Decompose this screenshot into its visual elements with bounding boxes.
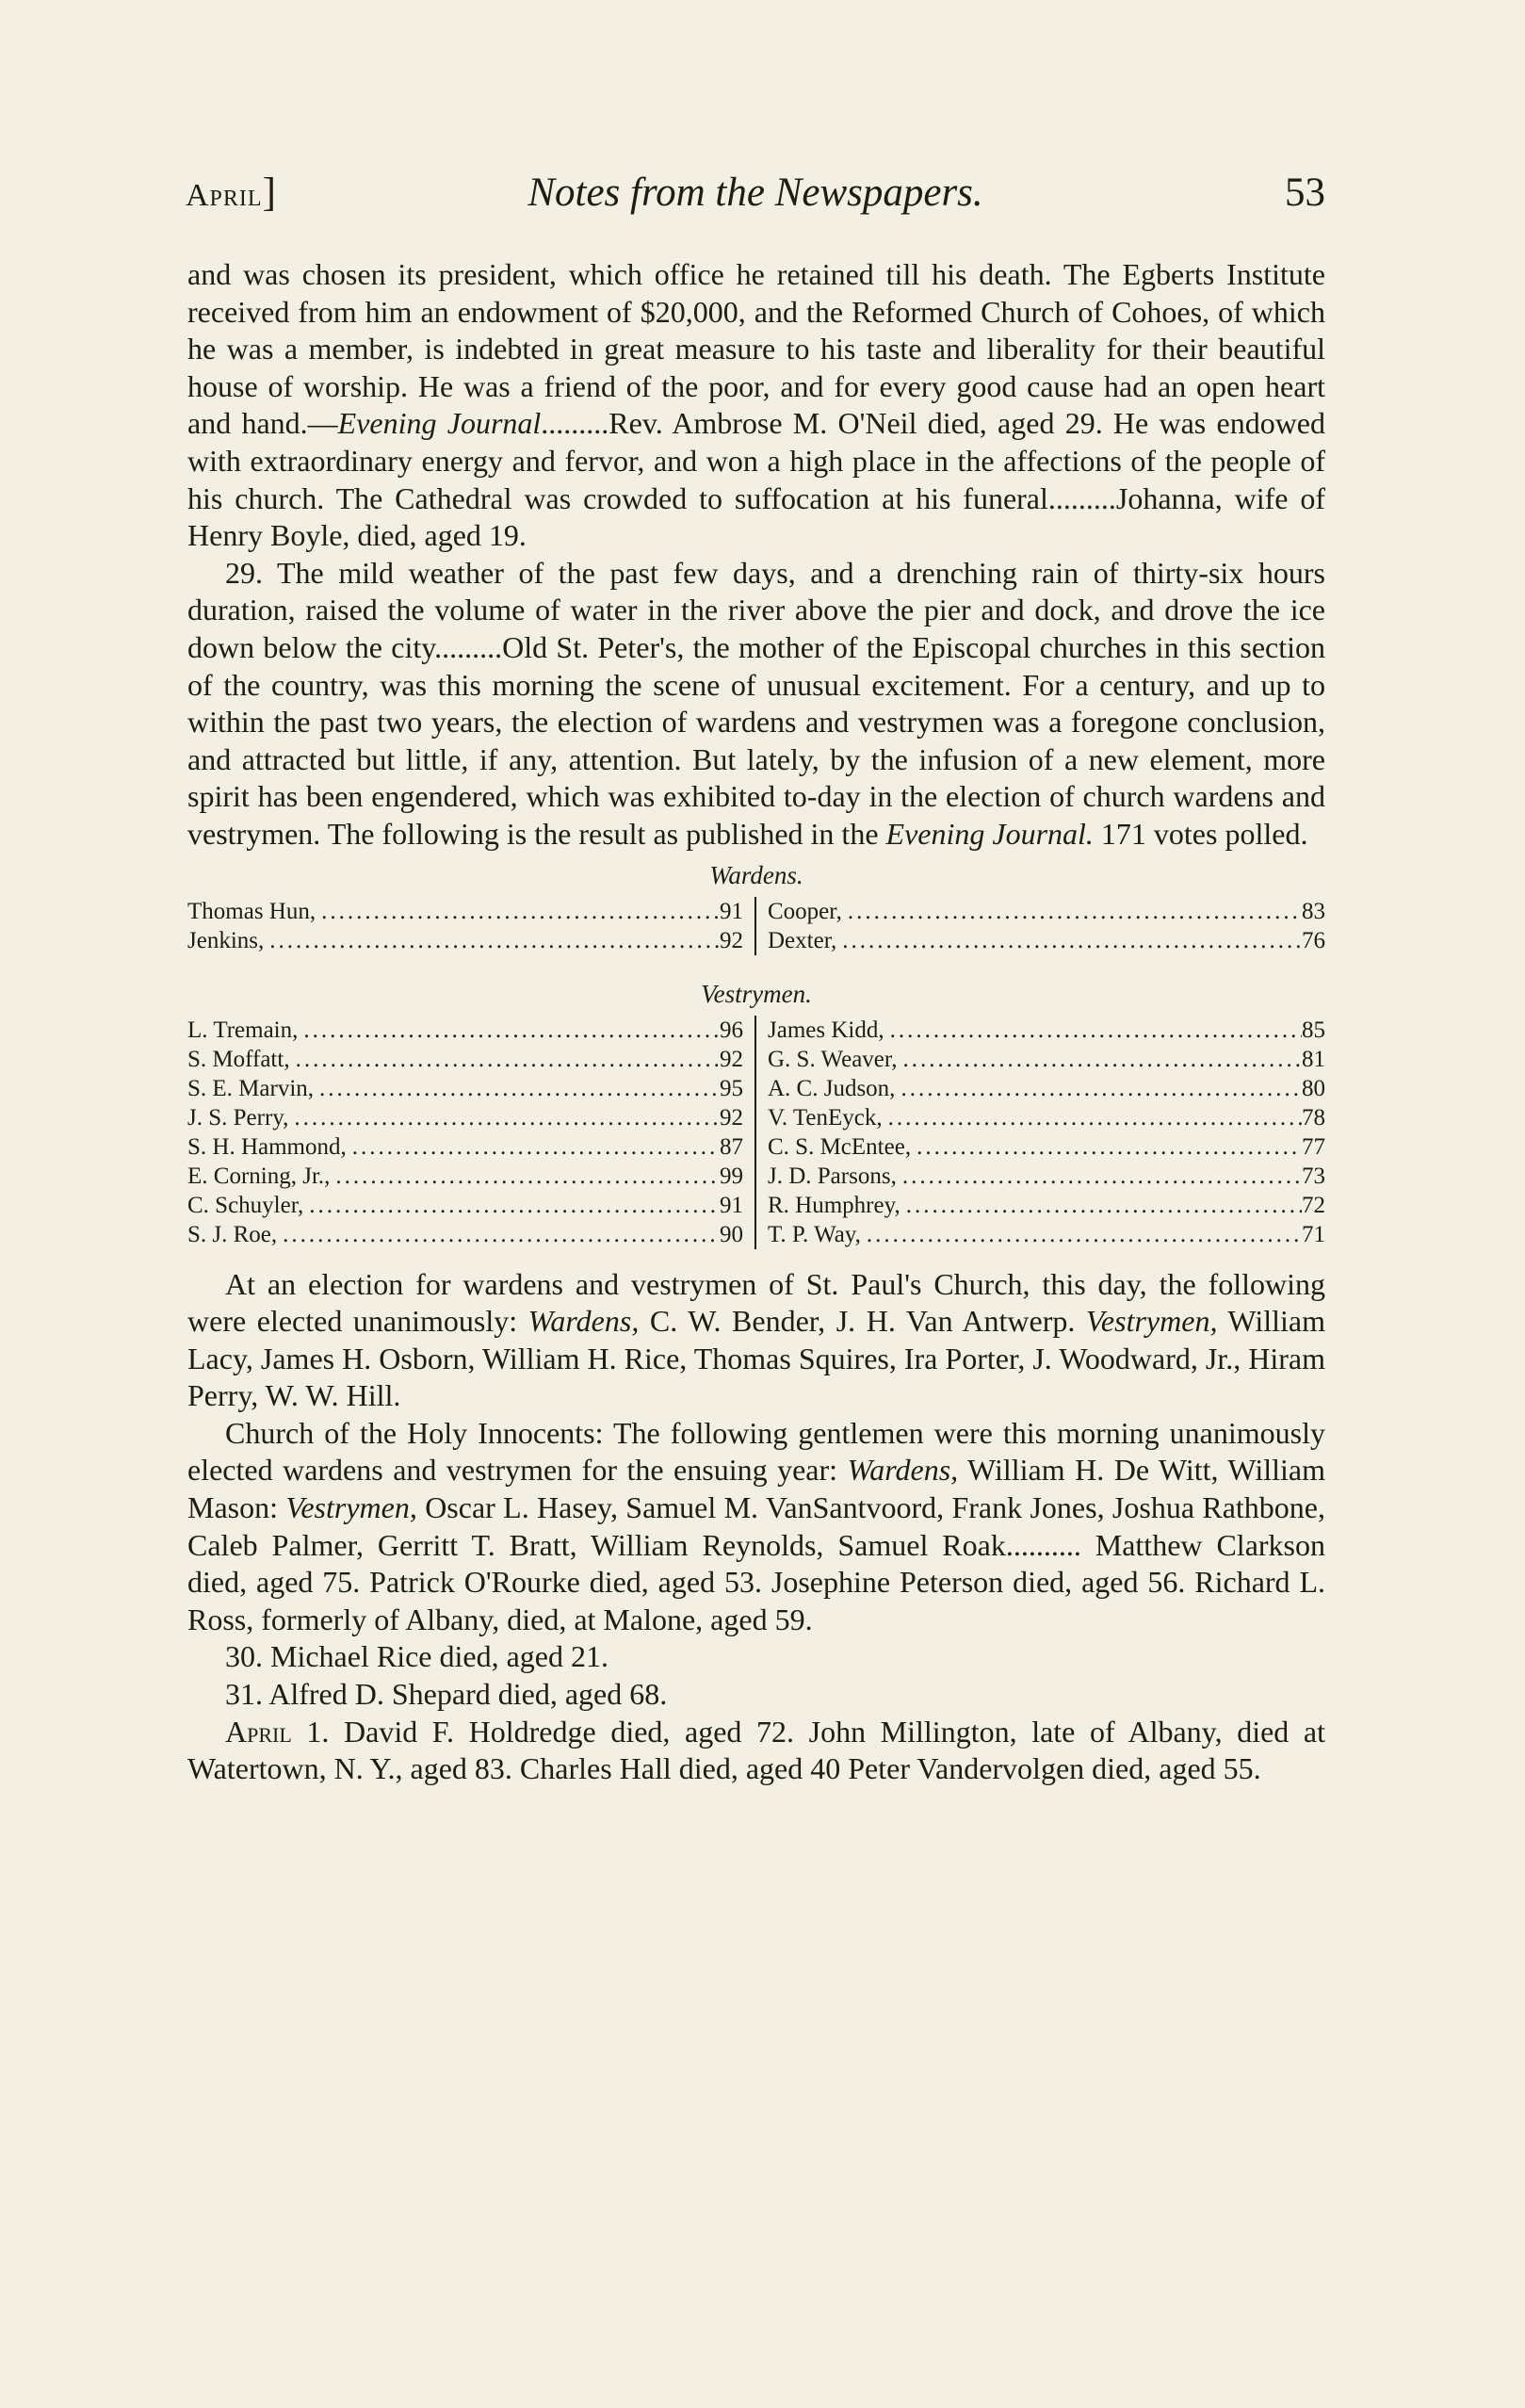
paragraph-1 [187, 256, 1325, 555]
leader-dots [897, 1162, 1302, 1191]
text-run: William Lacy, James H. Osborn, William H. Rice, Thomas Squires, Ira Porter, J. Woodward, Jr., Hiram Perry, W. W. Hill. [187, 1304, 1325, 1413]
text-run: Oscar L. Hasey, Samuel M. VanSantvoord, Frank Jones, Joshua Rathbone, Caleb Palmer, Gerritt T. Bratt, William Reynolds, Samuel Roak.......... Matthew Clarkson died, aged 75. Patrick O'Rourke died, aged 53. Josephine Peterson died, aged 56. Richard L. Ross, formerly of Albany, died, at Malone, aged 59. [187, 1490, 1326, 1636]
row-name: C. S. McEntee, [768, 1133, 912, 1160]
row-votes: 92 [720, 1046, 743, 1072]
leader-dots [277, 1220, 720, 1249]
text-run: 30. Michael Rice died, aged 21. [225, 1639, 608, 1674]
table-row [187, 1074, 743, 1103]
vestrymen-table [187, 1016, 1325, 1249]
row-votes: 72 [1302, 1192, 1325, 1218]
table-row [768, 1074, 1325, 1103]
wardens-right-column [756, 897, 1325, 955]
leader-dots [316, 897, 720, 926]
leader-dots [330, 1162, 720, 1191]
text-run: C. W. Bender, J. H. Van Antwerp. [639, 1304, 1086, 1339]
row-name: L. Tremain, [187, 1017, 299, 1043]
row-name: J. S. Perry, [187, 1104, 289, 1131]
row-votes: 81 [1302, 1046, 1325, 1072]
leader-dots [314, 1074, 720, 1103]
leader-dots [264, 926, 720, 955]
table-row [187, 926, 743, 955]
text-run: and was chosen its president, which office he retained till his death. The Egberts Institute received from him an endowment of $20,000, and the Reformed Church of Cohoes, of which he was a member, is indebted in great measure to his taste and liberality for their beautiful house of worship. He was a friend of the poor, and for every good cause had an open heart and hand.— [187, 257, 1325, 441]
text-run: Wardens, [847, 1453, 959, 1488]
row-votes: 83 [1302, 898, 1325, 924]
table-row [768, 1220, 1325, 1249]
vestrymen-right-column [756, 1016, 1325, 1249]
row-votes: 73 [1302, 1163, 1325, 1189]
row-name: S. E. Marvin, [187, 1075, 315, 1101]
leader-dots [900, 1191, 1302, 1220]
row-name: T. P. Way, [768, 1221, 861, 1247]
leader-dots [842, 897, 1302, 926]
table-row [768, 1191, 1325, 1220]
row-votes: 71 [1302, 1221, 1325, 1247]
row-votes: 91 [720, 1192, 743, 1218]
text-run: Evening Journal. [885, 816, 1094, 851]
row-name: Jenkins, [187, 927, 265, 953]
leader-dots [883, 1103, 1302, 1132]
table-row [187, 1045, 743, 1074]
row-name: S. Moffatt, [187, 1046, 290, 1072]
leader-dots [895, 1074, 1302, 1103]
table-row [768, 926, 1325, 955]
row-name: S. J. Roe, [187, 1221, 278, 1247]
leader-dots [290, 1045, 720, 1074]
text-run: Church of the Holy Innocents: The following gentlemen were this morning unanimously elected wardens and vestrymen for the ensuing year: [187, 1415, 1325, 1488]
row-votes: 92 [720, 927, 743, 953]
row-votes: 76 [1302, 927, 1325, 953]
leader-dots [861, 1220, 1302, 1249]
row-name: Thomas Hun, [187, 898, 316, 924]
row-name: E. Corning, Jr., [187, 1163, 331, 1189]
table-row [768, 1132, 1325, 1162]
table-row [768, 897, 1325, 926]
table-row [768, 1162, 1325, 1191]
text-run: 171 votes polled. [1093, 816, 1308, 851]
paragraph-3 [187, 1266, 1325, 1415]
wardens-heading: Wardens. [709, 860, 803, 889]
table-row [187, 897, 743, 926]
text-run: 29. The mild weather of the past few days, and a drenching rain of thirty-six hours duration, raised the volume of water in the river above the pier and dock, and drove the ice down below the city.........Old St. Peter's, the mother of the Episcopal churches in this section of the country, was this morning the scene of unusual excitement. For a century, and up to within the past two years, the election of wardens and vestrymen was a foregone conclusion, and attracted but little, if any, attention. But lately, by the infusion of a new element, more spirit has been engendered, which was exhibited to-day in the election of church wardens and vestrymen. The following is the result as published in the [187, 555, 1325, 851]
wardens-table [187, 897, 1325, 955]
row-name: Dexter, [768, 927, 837, 953]
row-votes: 95 [720, 1075, 743, 1101]
leader-dots [298, 1016, 720, 1045]
vestrymen-heading: Vestrymen. [701, 979, 812, 1008]
vestrymen-left-column [187, 1016, 756, 1249]
row-votes: 77 [1302, 1133, 1325, 1160]
row-votes: 87 [720, 1133, 743, 1160]
text-run: At an election for wardens and vestrymen of St. Paul's Church, this day, the following were elected unanimously: [187, 1266, 1325, 1339]
text-run: Wardens, [527, 1304, 640, 1339]
page-number: 53 [1285, 171, 1325, 215]
leader-dots [303, 1191, 720, 1220]
text-run: April [225, 1714, 292, 1749]
row-name: S. H. Hammond, [187, 1133, 347, 1160]
row-votes: 80 [1302, 1075, 1325, 1101]
table-row [187, 1016, 743, 1045]
paragraph-2 [187, 555, 1325, 854]
text-run: 1. David F. Holdredge died, aged 72. John Millington, late of Albany, died at Watertown, N. Y., aged 83. Charles Hall died, aged 40 Peter Vandervolgen died, aged 55. [187, 1714, 1325, 1786]
row-votes: 90 [720, 1221, 743, 1247]
row-votes: 78 [1302, 1104, 1325, 1131]
row-votes: 91 [720, 898, 743, 924]
row-name: C. Schuyler, [187, 1192, 304, 1218]
row-votes: 99 [720, 1163, 743, 1189]
table-row [187, 1132, 743, 1162]
row-votes: 96 [720, 1017, 743, 1043]
leader-dots [288, 1103, 720, 1132]
running-header [186, 170, 1325, 226]
leader-dots [347, 1132, 720, 1162]
text-run: .........Rev. Ambrose M. O'Neil died, aged 29. He was endowed with extraordinary energy and fervor, and won a high place in the affections of the people of his church. The Cathedral was crowded to suffocation at his funeral.........Johanna, wife of Henry Boyle, died, aged 19. [187, 406, 1326, 553]
text-run: Evening Journal [337, 406, 542, 441]
paragraph-6 [187, 1676, 1325, 1714]
row-name: V. TenEyck, [768, 1104, 883, 1131]
table-row [187, 1162, 743, 1191]
table-row [768, 1103, 1325, 1132]
row-name: James Kidd, [768, 1017, 884, 1043]
article-body [187, 256, 1325, 1788]
table-row [768, 1045, 1325, 1074]
text-run: Vestrymen, [285, 1490, 417, 1525]
table-row [187, 1220, 743, 1249]
row-votes: 92 [720, 1104, 743, 1131]
paragraph-4 [187, 1415, 1325, 1639]
header-title: Notes from the Newspapers. [527, 171, 983, 215]
leader-dots [897, 1045, 1302, 1074]
text-run: William H. De Witt, William Mason: [187, 1453, 1325, 1525]
row-name: Cooper, [768, 898, 842, 924]
text-run: Vestrymen, [1085, 1304, 1218, 1339]
row-name: A. C. Judson, [768, 1075, 896, 1101]
table-row [187, 1191, 743, 1220]
row-name: G. S. Weaver, [768, 1046, 898, 1072]
wardens-left-column [187, 897, 756, 955]
header-month: April] [186, 171, 276, 215]
table-row [187, 1103, 743, 1132]
leader-dots [884, 1016, 1302, 1045]
row-votes: 85 [1302, 1017, 1325, 1043]
row-name: R. Humphrey, [768, 1192, 900, 1218]
paragraph-7 [187, 1714, 1325, 1788]
leader-dots [836, 926, 1302, 955]
paragraph-5 [187, 1638, 1325, 1676]
text-run: 31. Alfred D. Shepard died, aged 68. [225, 1677, 668, 1712]
table-row [768, 1016, 1325, 1045]
row-name: J. D. Parsons, [768, 1163, 897, 1189]
leader-dots [911, 1132, 1302, 1162]
